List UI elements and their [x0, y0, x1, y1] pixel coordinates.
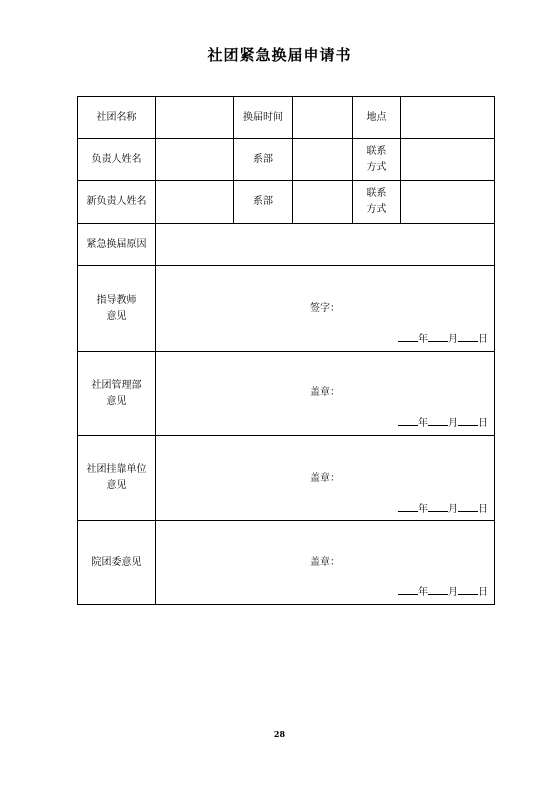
club-dept-opinion-label: [78, 352, 156, 436]
day-label: 日: [478, 418, 488, 429]
leader-name-field[interactable]: [156, 139, 234, 181]
change-time-field[interactable]: [293, 97, 353, 139]
seal-label: 盖章：: [310, 557, 340, 568]
month-label: 月: [448, 418, 458, 429]
day-label: 日: [478, 504, 488, 515]
opinion-label-line1: 社团挂靠单位: [86, 464, 147, 475]
affiliate-unit-opinion-field[interactable]: [156, 436, 495, 521]
seal-label: 盖章：: [310, 473, 340, 484]
advisor-opinion-label: [78, 266, 156, 352]
contact-label-line2: 方式: [366, 161, 387, 173]
opinion-label-line2: 意见: [106, 310, 127, 322]
leader-dept-label: 系部: [234, 139, 293, 181]
day-label: 日: [478, 587, 488, 598]
application-form-table: [77, 96, 495, 605]
affiliate-unit-opinion-row: [78, 436, 495, 521]
contact-label-line1: 联系: [366, 145, 387, 157]
leader-name-label: 负责人姓名: [78, 139, 156, 181]
change-time-label: 换届时间: [234, 97, 293, 139]
advisor-opinion-field[interactable]: [156, 266, 495, 352]
affiliate-unit-opinion-label: [78, 436, 156, 521]
youth-league-opinion-label: [78, 521, 156, 605]
date-line: [398, 585, 488, 601]
current-leader-row: [78, 139, 495, 181]
youth-league-opinion-field[interactable]: [156, 521, 495, 605]
club-info-row: [78, 97, 495, 139]
opinion-label-line1: 社团管理部: [91, 379, 142, 391]
date-line: [398, 502, 488, 518]
date-line: [398, 416, 488, 432]
leader-dept-field[interactable]: [293, 139, 353, 181]
signature-label: 签字：: [310, 303, 340, 314]
year-label: 年: [418, 504, 428, 515]
year-label: 年: [418, 418, 428, 429]
new-leader-name-label: 新负责人姓名: [78, 181, 156, 224]
year-label: 年: [418, 587, 428, 598]
month-label: 月: [448, 334, 458, 345]
year-label: 年: [418, 334, 428, 345]
contact-label-line1: 联系: [366, 188, 387, 199]
new-leader-dept-label: 系部: [234, 181, 293, 224]
opinion-label-line2: 意见: [106, 480, 127, 491]
month-label: 月: [448, 504, 458, 515]
seal-label: 盖章：: [310, 387, 340, 398]
leader-contact-field[interactable]: [401, 139, 495, 181]
new-leader-name-field[interactable]: [156, 181, 234, 224]
opinion-label-line1: 院团委意见: [91, 556, 142, 568]
club-dept-opinion-row: [78, 352, 495, 436]
club-name-field[interactable]: [156, 97, 234, 139]
new-leader-contact-field[interactable]: [401, 181, 495, 224]
leader-contact-label: [353, 139, 401, 181]
opinion-label-line1: 指导教师: [96, 294, 137, 306]
new-leader-contact-label: [353, 181, 401, 224]
location-label: 地点: [353, 97, 401, 139]
youth-league-opinion-row: [78, 521, 495, 605]
new-leader-dept-field[interactable]: [293, 181, 353, 224]
opinion-label-line2: 意见: [106, 395, 127, 407]
reason-field[interactable]: [156, 224, 495, 266]
advisor-opinion-row: [78, 266, 495, 352]
reason-label: 紧急换届原因: [78, 224, 156, 266]
page-number: 28: [273, 729, 286, 739]
day-label: 日: [478, 334, 488, 345]
form-title: 社团紧急换届申请书: [207, 46, 352, 64]
month-label: 月: [448, 587, 458, 598]
contact-label-line2: 方式: [366, 204, 387, 215]
reason-row: [78, 224, 495, 266]
date-line: [398, 332, 488, 348]
new-leader-row: [78, 181, 495, 224]
location-field[interactable]: [401, 97, 495, 139]
club-name-label: 社团名称: [78, 97, 156, 139]
club-dept-opinion-field[interactable]: [156, 352, 495, 436]
